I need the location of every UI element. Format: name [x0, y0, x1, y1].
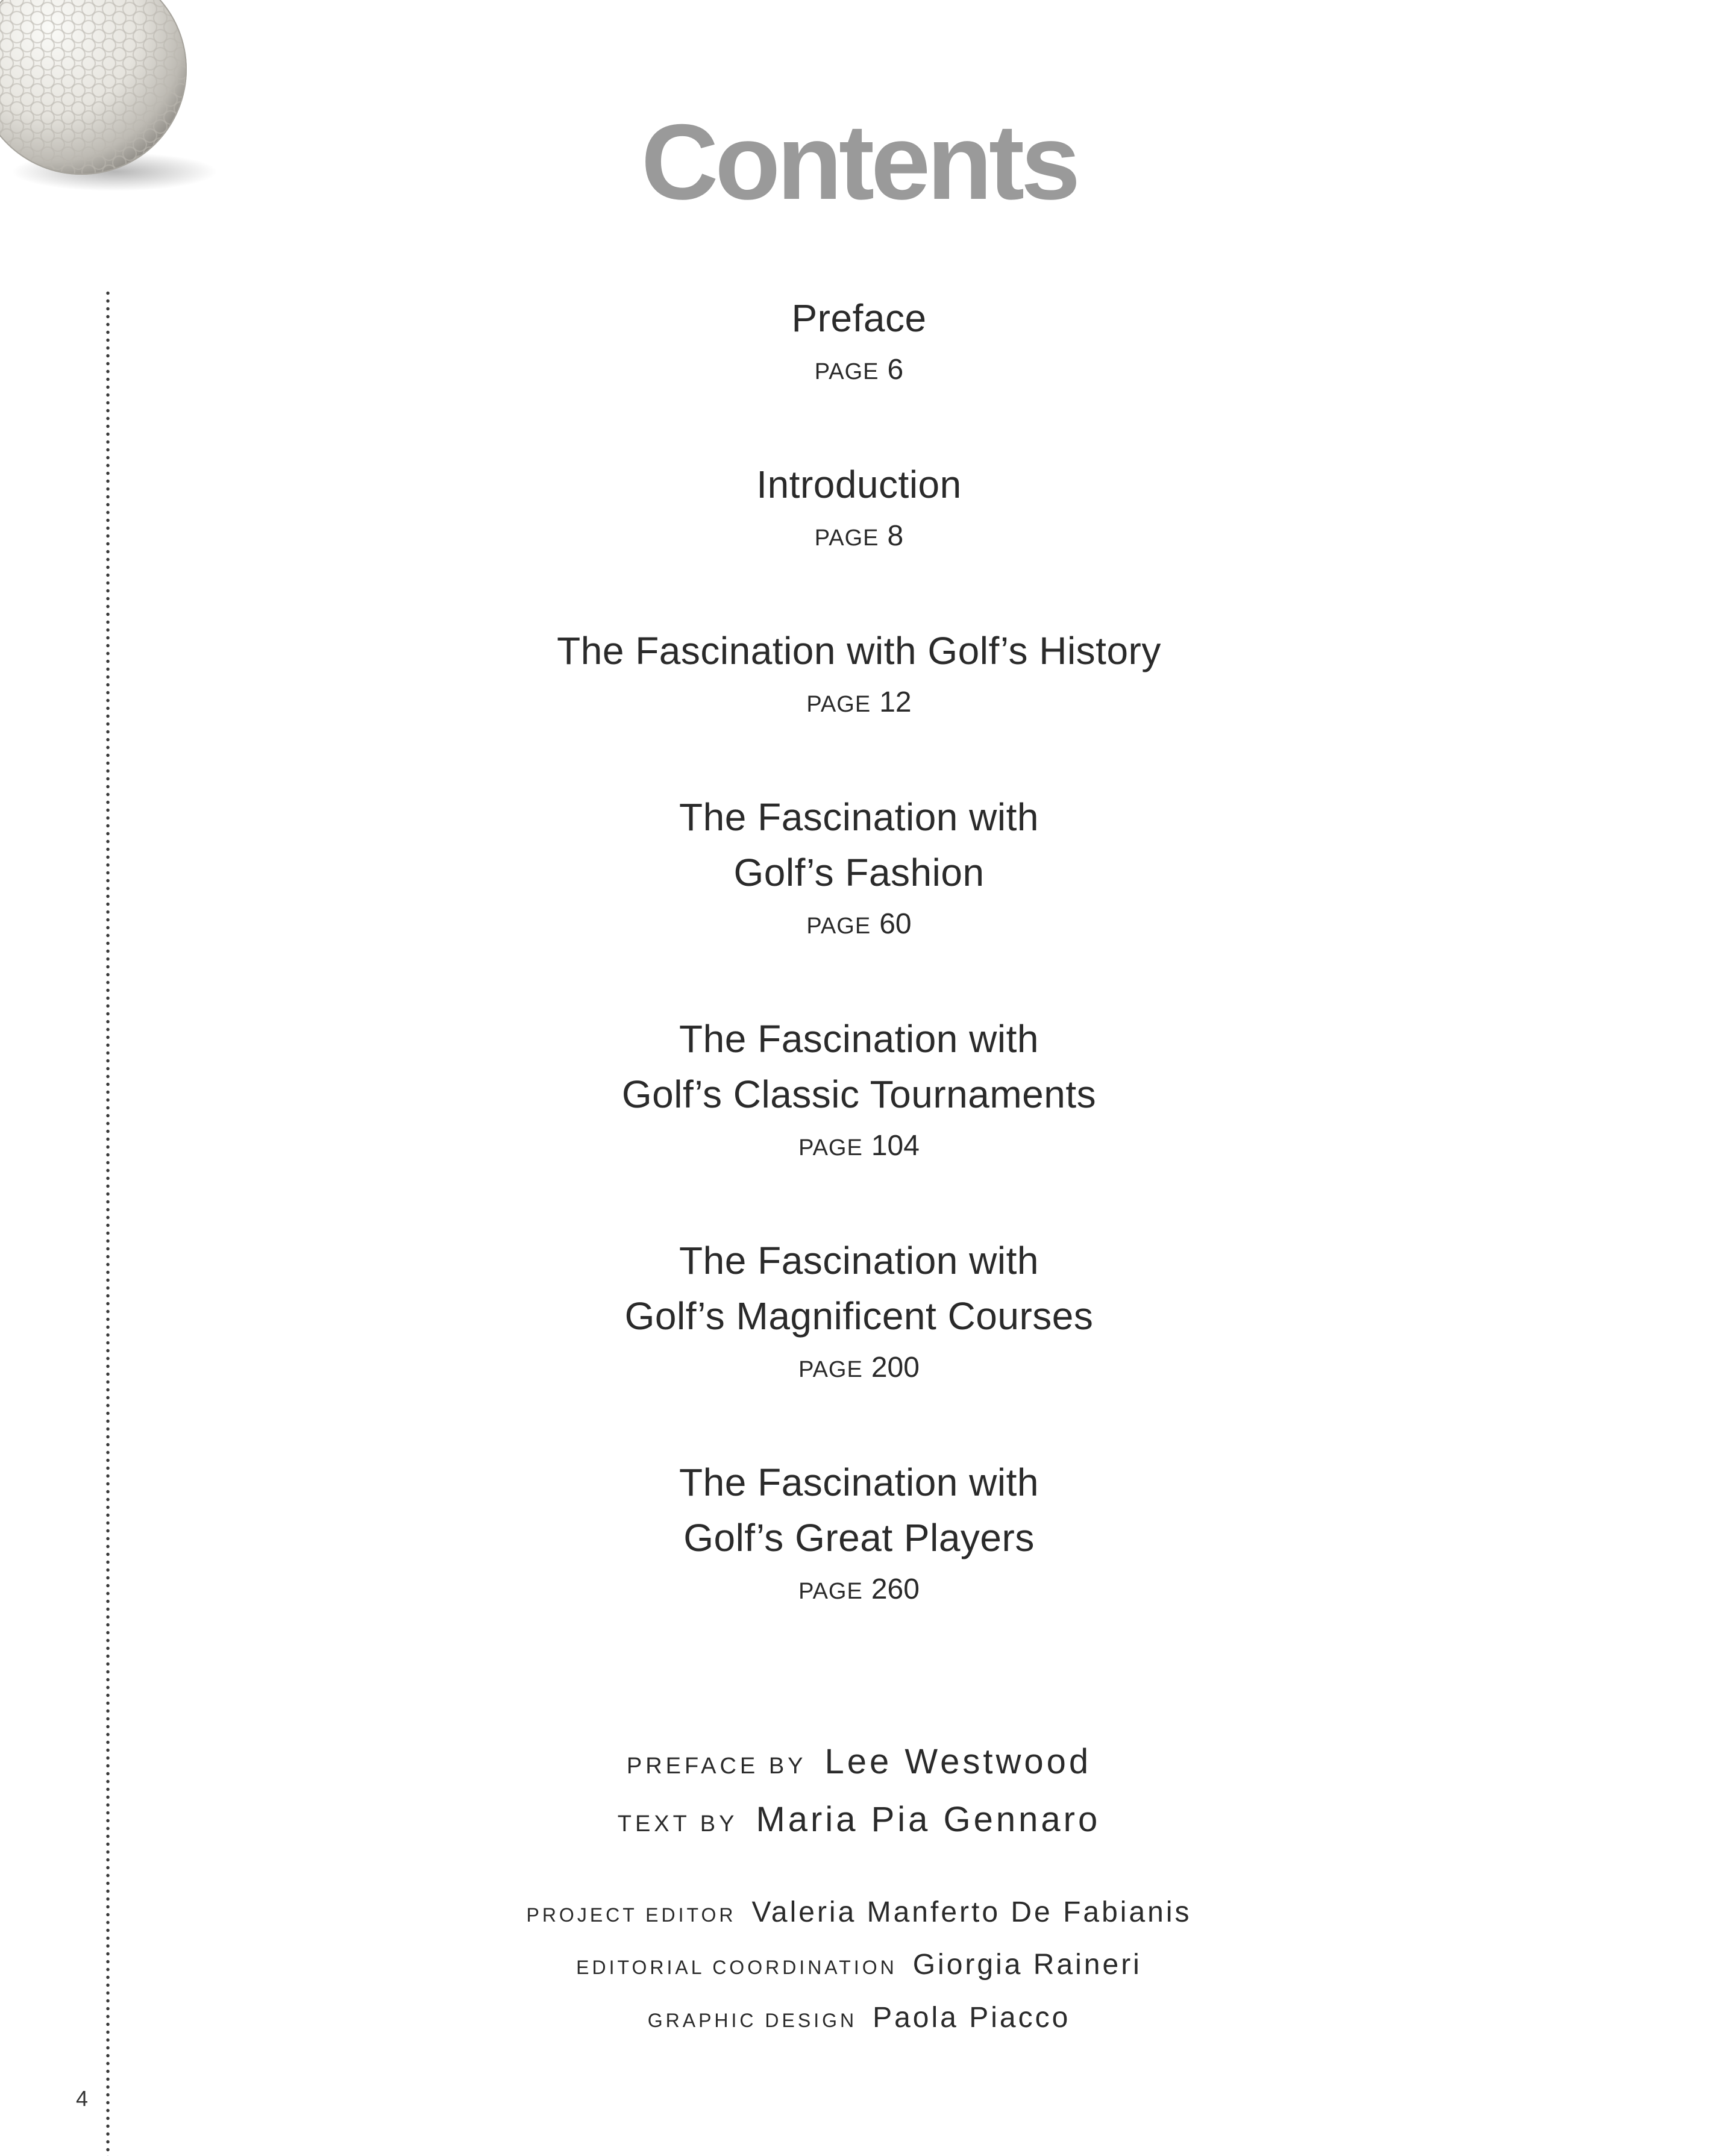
toc-entry-fashion[interactable]	[0, 789, 1718, 944]
toc-entry-page	[0, 518, 1718, 556]
toc-entry-title-line1: The Fascination with	[679, 1461, 1039, 1504]
toc-entry-title-line2: Golf’s Classic Tournaments	[621, 1073, 1097, 1116]
toc-entry-title-line1: The Fascination with	[679, 1239, 1039, 1282]
toc-entry-players[interactable]	[0, 1455, 1718, 1609]
toc-entry-history[interactable]	[0, 623, 1718, 722]
page-label: PAGE	[814, 525, 879, 551]
toc-entry-tournaments[interactable]	[0, 1011, 1718, 1166]
credit-name: Paola Piacco	[873, 2002, 1071, 2034]
page-label: PAGE	[814, 359, 879, 384]
toc-entry-title-line2: Golf’s Magnificent Courses	[624, 1294, 1094, 1338]
credit-name: Maria Pia Gennaro	[756, 1800, 1101, 1839]
page-label: PAGE	[798, 1357, 863, 1382]
toc-entry-title-line1: The Fascination with	[679, 1017, 1039, 1061]
toc-entry-title-line2: Golf’s Great Players	[683, 1516, 1035, 1559]
toc-entry-title-line1: The Fascination with	[679, 795, 1039, 839]
page-label: PAGE	[798, 1579, 863, 1604]
credit-role: PROJECT EDITOR	[526, 1904, 736, 1926]
credit-name: Giorgia Raineri	[912, 1949, 1142, 1981]
page-number-value: 60	[879, 908, 912, 940]
page-number-value: 104	[871, 1130, 920, 1162]
toc-entry-page	[0, 906, 1718, 944]
page-title: Contents	[641, 102, 1077, 222]
toc-entry-page	[0, 1128, 1718, 1166]
credit-role: TEXT BY	[617, 1811, 738, 1837]
toc-entry-page	[0, 685, 1718, 722]
page-number-value: 200	[871, 1352, 920, 1384]
toc-entry-title: Preface	[791, 296, 927, 340]
toc-entry-page	[0, 1350, 1718, 1388]
toc-entry-introduction[interactable]	[0, 457, 1718, 556]
page-number-value: 8	[887, 520, 904, 552]
toc-entry-courses[interactable]	[0, 1233, 1718, 1388]
toc-entry-preface[interactable]	[0, 290, 1718, 390]
credit-role: GRAPHIC DESIGN	[647, 2010, 857, 2031]
credit-project-editor	[0, 1896, 1718, 1929]
toc-entry-title-line2: Golf’s Fashion	[733, 851, 985, 894]
credit-text-by	[0, 1799, 1718, 1840]
toc-entry-page	[0, 1572, 1718, 1609]
dotted-margin-rule	[105, 289, 110, 2156]
toc-entry-page	[0, 352, 1718, 390]
credit-editorial-coordination	[0, 1948, 1718, 1981]
credit-role: PREFACE BY	[626, 1753, 807, 1779]
credit-graphic-design	[0, 2001, 1718, 2034]
page-number: 4	[76, 2086, 89, 2111]
credit-role: EDITORIAL COORDINATION	[576, 1957, 897, 1978]
page-number-value: 6	[887, 354, 904, 386]
page-number-value: 260	[871, 1573, 920, 1605]
toc-entry-title: Introduction	[756, 463, 962, 506]
credit-name: Lee Westwood	[824, 1742, 1092, 1781]
page-number-value: 12	[879, 686, 912, 718]
page-label: PAGE	[798, 1135, 863, 1161]
page-label: PAGE	[806, 692, 871, 717]
credit-name: Valeria Manferto De Fabianis	[751, 1896, 1192, 1928]
page-label: PAGE	[806, 913, 871, 939]
toc-entry-title: The Fascination with Golf’s History	[557, 629, 1161, 672]
credit-preface-by	[0, 1741, 1718, 1782]
